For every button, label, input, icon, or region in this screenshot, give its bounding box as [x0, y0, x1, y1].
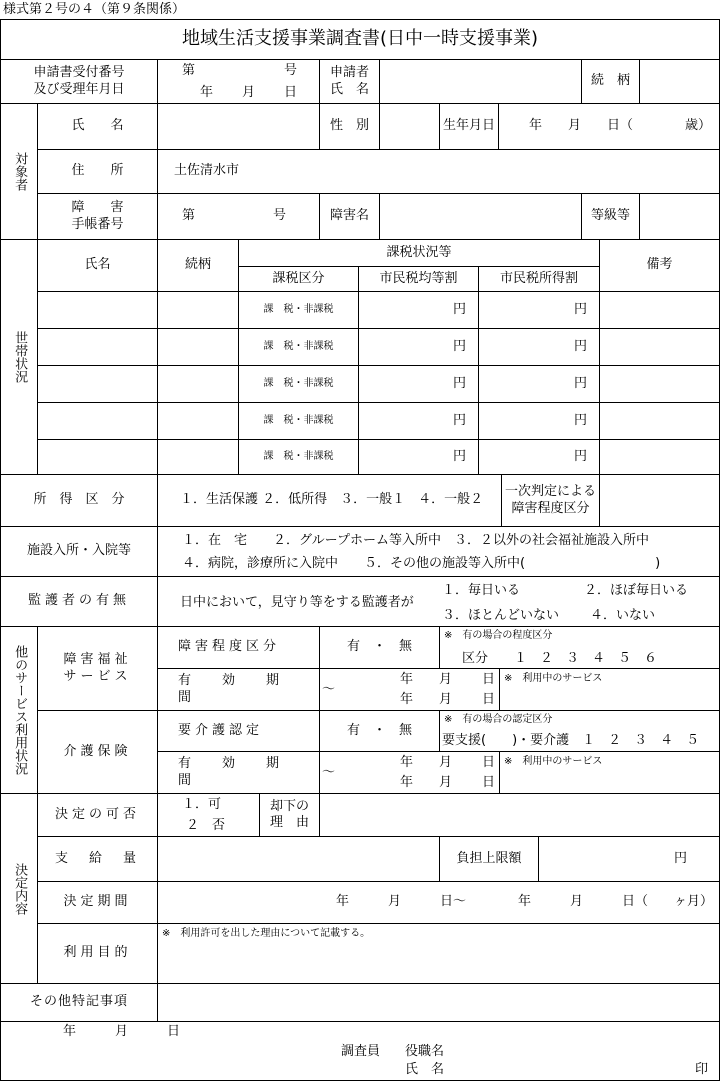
investigator-name-label: 氏 名	[405, 1062, 445, 1077]
disability-name-label: 障害名	[319, 193, 380, 240]
citizen-equal-field[interactable]: 円	[358, 365, 479, 403]
signature-area	[0, 1021, 720, 1081]
care-valid-period-label: 有 効 期 間	[157, 751, 320, 794]
investigator-label: 調査員	[341, 1044, 381, 1059]
care-valid-period-field[interactable]	[319, 751, 500, 794]
applicant-label-line2: 氏 名	[329, 81, 369, 97]
purpose-label: 利用目的	[37, 923, 158, 984]
member-note-field[interactable]	[599, 328, 720, 366]
receipt-year: 年	[200, 85, 214, 100]
member-relation-field[interactable]	[157, 439, 239, 475]
guardian-option-4: ４．いない	[590, 608, 656, 623]
period-field[interactable]: 年 月 日～ 年 月 日（ ヶ月）	[157, 881, 720, 924]
receipt-label	[0, 59, 158, 104]
receipt-day: 日	[284, 85, 298, 100]
citizen-equal-field[interactable]: 円	[358, 439, 479, 475]
care-insurance-label: 介護保険	[37, 710, 158, 794]
reject-reason-line1: 却下の	[269, 798, 309, 814]
notebook-label	[37, 193, 158, 240]
gender-field[interactable]	[379, 103, 440, 150]
welfare-valid-period-label: 有 効 期 間	[157, 668, 320, 711]
welfare-period-end-d: 日	[482, 692, 496, 707]
care-cert-value: 要支援( )・要介護 １ ２ ３ ４ ５	[442, 733, 700, 748]
care-period-end-ym: 年 月	[400, 775, 453, 790]
member-name-field[interactable]	[37, 365, 158, 403]
tax-class-option[interactable]: 課 税・非課税	[238, 328, 359, 366]
subject-name-label: 氏 名	[37, 103, 158, 150]
welfare-service-label	[37, 626, 158, 711]
degree-class-note: ※ 有の場合の程度区分	[444, 630, 553, 641]
seal-mark: 印	[695, 1062, 709, 1077]
primary-judgment-line1: 一次判定による	[504, 484, 596, 500]
gender-label: 性 別	[319, 103, 380, 150]
welfare-valid-period-field[interactable]	[319, 668, 500, 711]
member-note-field[interactable]	[599, 291, 720, 329]
citizen-equal-field[interactable]: 円	[358, 291, 479, 329]
purpose-note: ※ 利用許可を出した理由について記載する。	[162, 928, 371, 939]
facility-label: 施設入所・入院等	[0, 526, 158, 577]
remarks-label: その他特記事項	[0, 983, 158, 1022]
member-name-field[interactable]	[37, 291, 158, 329]
citizen-income-field[interactable]: 円	[478, 365, 600, 403]
cap-field[interactable]: 円	[538, 836, 720, 882]
notebook-label-line1: 障 害	[71, 200, 124, 216]
welfare-service-line2: サービス	[63, 668, 132, 684]
care-in-use-field[interactable]	[499, 751, 720, 794]
receipt-no-prefix: 第	[182, 63, 196, 78]
care-period-start-d: 日	[482, 755, 496, 770]
member-note-field[interactable]	[599, 439, 720, 475]
applicant-label	[319, 59, 380, 104]
receipt-label-line2: 及び受理年月日	[33, 81, 125, 97]
approval-label: 決定の可否	[37, 793, 158, 837]
subject-name-field[interactable]	[157, 103, 320, 150]
member-name-field[interactable]	[37, 328, 158, 366]
citizen-equal-field[interactable]: 円	[358, 328, 479, 366]
care-cert-label: 要介護認定	[157, 710, 320, 752]
reject-reason-line2: 理 由	[269, 815, 309, 830]
notebook-number-field[interactable]: 第 号	[157, 193, 320, 240]
applicant-name-field[interactable]	[379, 59, 582, 104]
income-class-options[interactable]: １．生活保護 ２．低所得 ３．一般１ ４．一般２	[157, 474, 502, 527]
primary-judgment-label	[501, 474, 600, 527]
other-service-group-label: 他のサービス利用状況	[0, 626, 38, 794]
tax-class-option[interactable]: 課 税・非課税	[238, 402, 359, 440]
member-relation-field[interactable]	[157, 328, 239, 366]
citizen-income-field[interactable]: 円	[478, 402, 600, 440]
applicant-relation-label: 続 柄	[581, 59, 640, 104]
care-period-end-d: 日	[482, 775, 496, 790]
grade-field[interactable]	[639, 193, 720, 240]
member-name-field[interactable]	[37, 402, 158, 440]
primary-judgment-field[interactable]	[599, 474, 720, 527]
primary-judgment-line2: 障害程度区分	[511, 500, 590, 516]
address-field[interactable]: 土佐清水市	[157, 149, 720, 194]
welfare-in-use-field[interactable]	[499, 668, 720, 711]
period-label: 決定期間	[37, 881, 158, 924]
cap-label: 負担上限額	[439, 836, 539, 882]
welfare-in-use-note: ※ 利用中のサービス	[504, 673, 603, 684]
citizen-income-field[interactable]: 円	[478, 439, 600, 475]
facility-options-line2: ４．病院，診療所に入院中 ５．その他の施設等入所中( )	[182, 556, 661, 571]
member-note-field[interactable]	[599, 402, 720, 440]
welfare-service-line1: 障害福祉	[63, 652, 132, 668]
reject-reason-label	[259, 793, 320, 837]
supply-field[interactable]	[157, 836, 440, 882]
care-period-tilde: ～	[322, 765, 336, 780]
supply-label: 支 給 量	[37, 836, 158, 882]
notebook-label-line2: 手帳番号	[71, 216, 124, 232]
applicant-label-line1: 申請者	[329, 65, 369, 81]
form-label: 様式第２号の４（第９条関係）	[3, 2, 186, 17]
member-name-field[interactable]	[37, 439, 158, 475]
citizen-income-field[interactable]: 円	[478, 328, 600, 366]
household-relation-header: 続柄	[157, 239, 239, 292]
member-relation-field[interactable]	[157, 402, 239, 440]
guardian-question: 日中において，見守り等をする監護者が	[180, 595, 414, 610]
tax-class-header: 課税区分	[238, 266, 359, 292]
member-relation-field[interactable]	[157, 291, 239, 329]
subject-group-label: 対象者	[0, 103, 38, 240]
degree-class-field[interactable]	[439, 626, 720, 669]
form-title: 地域生活支援事業調査書(日中一時支援事業)	[0, 19, 720, 60]
address-label: 住 所	[37, 149, 158, 194]
receipt-no-suffix: 号	[284, 63, 298, 78]
care-yes-no[interactable]: 有 ・ 無	[319, 710, 440, 752]
reject-reason-field[interactable]	[319, 793, 720, 837]
guardian-options[interactable]	[157, 576, 720, 627]
grade-label: 等級等	[581, 193, 640, 240]
receipt-number-cell[interactable]	[157, 59, 320, 104]
member-relation-field[interactable]	[157, 365, 239, 403]
decision-group-label: 決定内容	[0, 793, 38, 984]
tax-status-header: 課税状況等	[238, 239, 600, 267]
receipt-month: 月	[242, 85, 256, 100]
disability-name-field[interactable]	[379, 193, 582, 240]
remarks-field[interactable]	[157, 983, 720, 1022]
purpose-field[interactable]	[157, 923, 720, 984]
guardian-label: 監護者の有無	[0, 576, 158, 627]
care-cert-field[interactable]	[439, 710, 720, 752]
household-group-label: 世帯状況	[0, 239, 38, 475]
welfare-period-tilde: ～	[322, 682, 336, 697]
birth-field[interactable]: 年 月 日（ 歳）	[498, 103, 720, 150]
care-period-start-ym: 年 月	[400, 755, 453, 770]
tax-class-option[interactable]: 課 税・非課税	[238, 439, 359, 475]
approval-options[interactable]	[157, 793, 260, 837]
income-class-label: 所 得 区 分	[0, 474, 158, 527]
care-in-use-note: ※ 利用中のサービス	[504, 756, 603, 767]
approval-option-1: １．可	[182, 797, 222, 812]
welfare-period-start-ym: 年 月	[400, 672, 453, 687]
degree-yes-no[interactable]: 有 ・ 無	[319, 626, 440, 669]
guardian-option-2: ２．ほぼ毎日いる	[584, 583, 689, 598]
citizen-equal-header: 市民税均等割	[358, 266, 479, 292]
receipt-label-line1: 申請書受付番号	[33, 65, 125, 81]
post-label: 役職名	[405, 1044, 445, 1059]
facility-options[interactable]	[157, 526, 720, 577]
degree-class-value: 区分 １ ２ ３ ４ ５ ６	[462, 651, 658, 666]
birth-label: 生年月日	[439, 103, 499, 150]
facility-options-line1: １．在 宅 ２．グループホーム等入所中 ３．２以外の社会福祉施設入所中	[182, 533, 649, 548]
degree-class-label: 障害程度区分	[157, 626, 320, 669]
citizen-income-field[interactable]: 円	[478, 291, 600, 329]
applicant-relation-field[interactable]	[639, 59, 720, 104]
guardian-option-1: １．毎日いる	[442, 583, 521, 598]
approval-option-2: ２ 否	[186, 818, 226, 833]
household-name-header: 氏名	[37, 239, 158, 292]
citizen-equal-field[interactable]: 円	[358, 402, 479, 440]
citizen-income-header: 市民税所得割	[478, 266, 600, 292]
tax-class-option[interactable]: 課 税・非課税	[238, 365, 359, 403]
welfare-period-start-d: 日	[482, 672, 496, 687]
footer-date[interactable]: 年 月 日	[63, 1024, 181, 1039]
household-note-header: 備考	[599, 239, 720, 292]
tax-class-option[interactable]: 課 税・非課税	[238, 291, 359, 329]
member-note-field[interactable]	[599, 365, 720, 403]
care-cert-note: ※ 有の場合の認定区分	[444, 714, 553, 725]
welfare-period-end-ym: 年 月	[400, 692, 453, 707]
guardian-option-3: ３．ほとんどいない	[442, 608, 560, 623]
